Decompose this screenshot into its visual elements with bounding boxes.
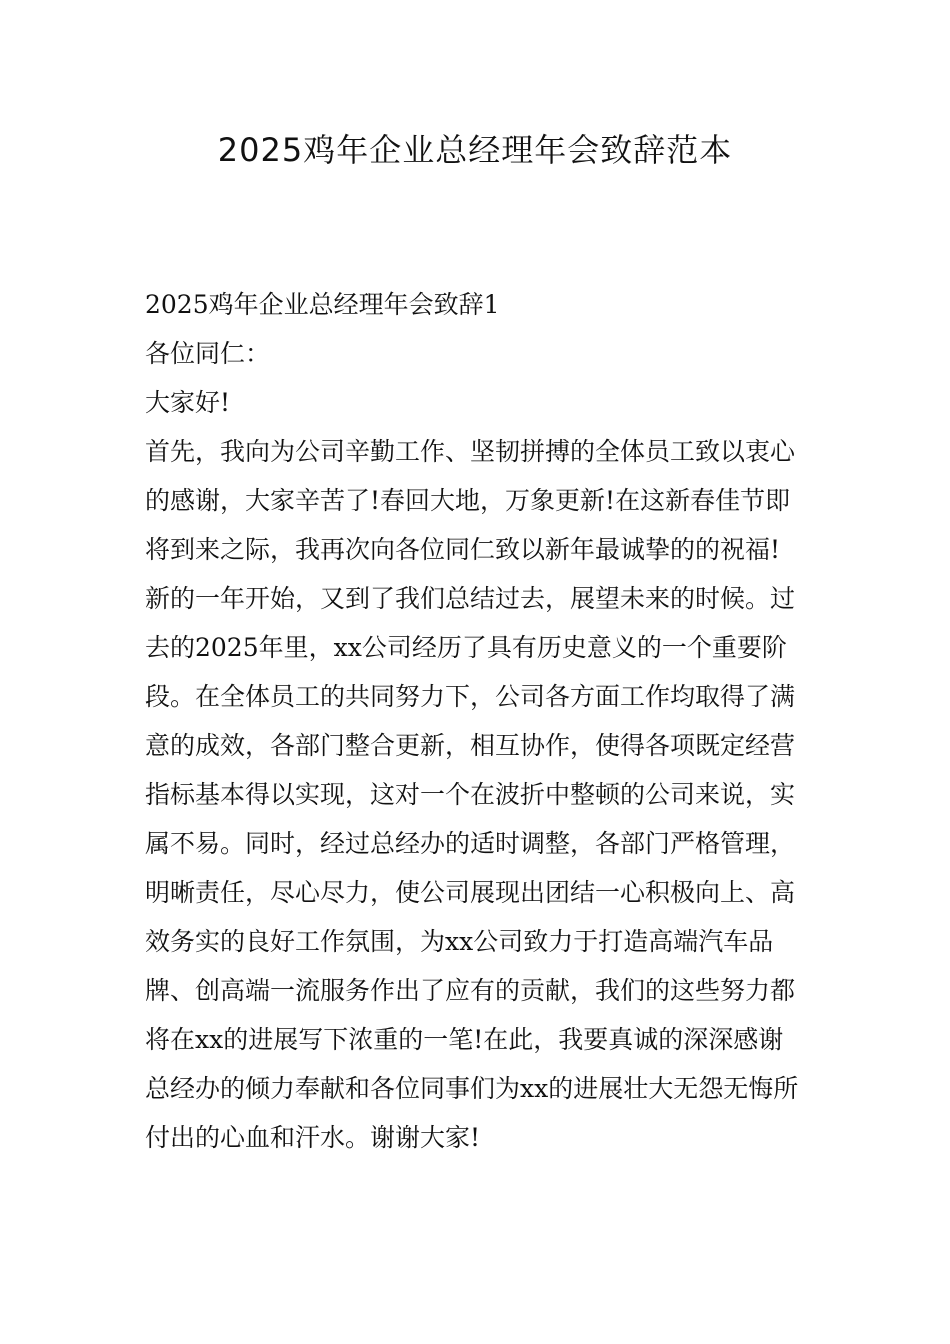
section-heading: 2025鸡年企业总经理年会致辞1 [145, 290, 500, 319]
paragraph-gratitude: 首先，我向为公司辛勤工作、坚韧拼搏的全体员工致以衷心的感谢，大家辛苦了!春回大地，万象更新!在这新春佳节即将到来之际，我再次向各位同仁致以新年最诚挚的的祝福! [145, 437, 796, 564]
paragraph-review: 新的一年开始，又到了我们总结过去，展望未来的时候。过去的2025年里，xx公司经历了具有历史意义的一个重要阶段。在全体员工的共同努力下，公司各方面工作均取得了满意的成效，各部门整合更新，相互协作，使得各项既定经营指标基本得以实现，这对一个在波折中整顿的公司来说，实属不易。同时，经过总经办的适时调整，各部门严格管理，明晰责任，尽心尽力，使公司展现出团结一心积极向上、高效务实的良好工作氛围，为xx公司致力于打造高端汽车品牌、创高端一流服务作出了应有的贡献，我们的这些努力都将在xx的进展写下浓重的一笔!在此，我要真诚的深深感谢总经办的倾力奉献和各位同事们为xx的进展壮大无怨无悔所付出的心血和汗水。谢谢大家! [145, 584, 799, 1152]
document-title: 2025鸡年企业总经理年会致辞范本 [217, 131, 733, 169]
salutation-line: 大家好! [145, 388, 231, 417]
greeting-line: 各位同仁： [145, 339, 271, 368]
document-body [145, 280, 807, 1162]
